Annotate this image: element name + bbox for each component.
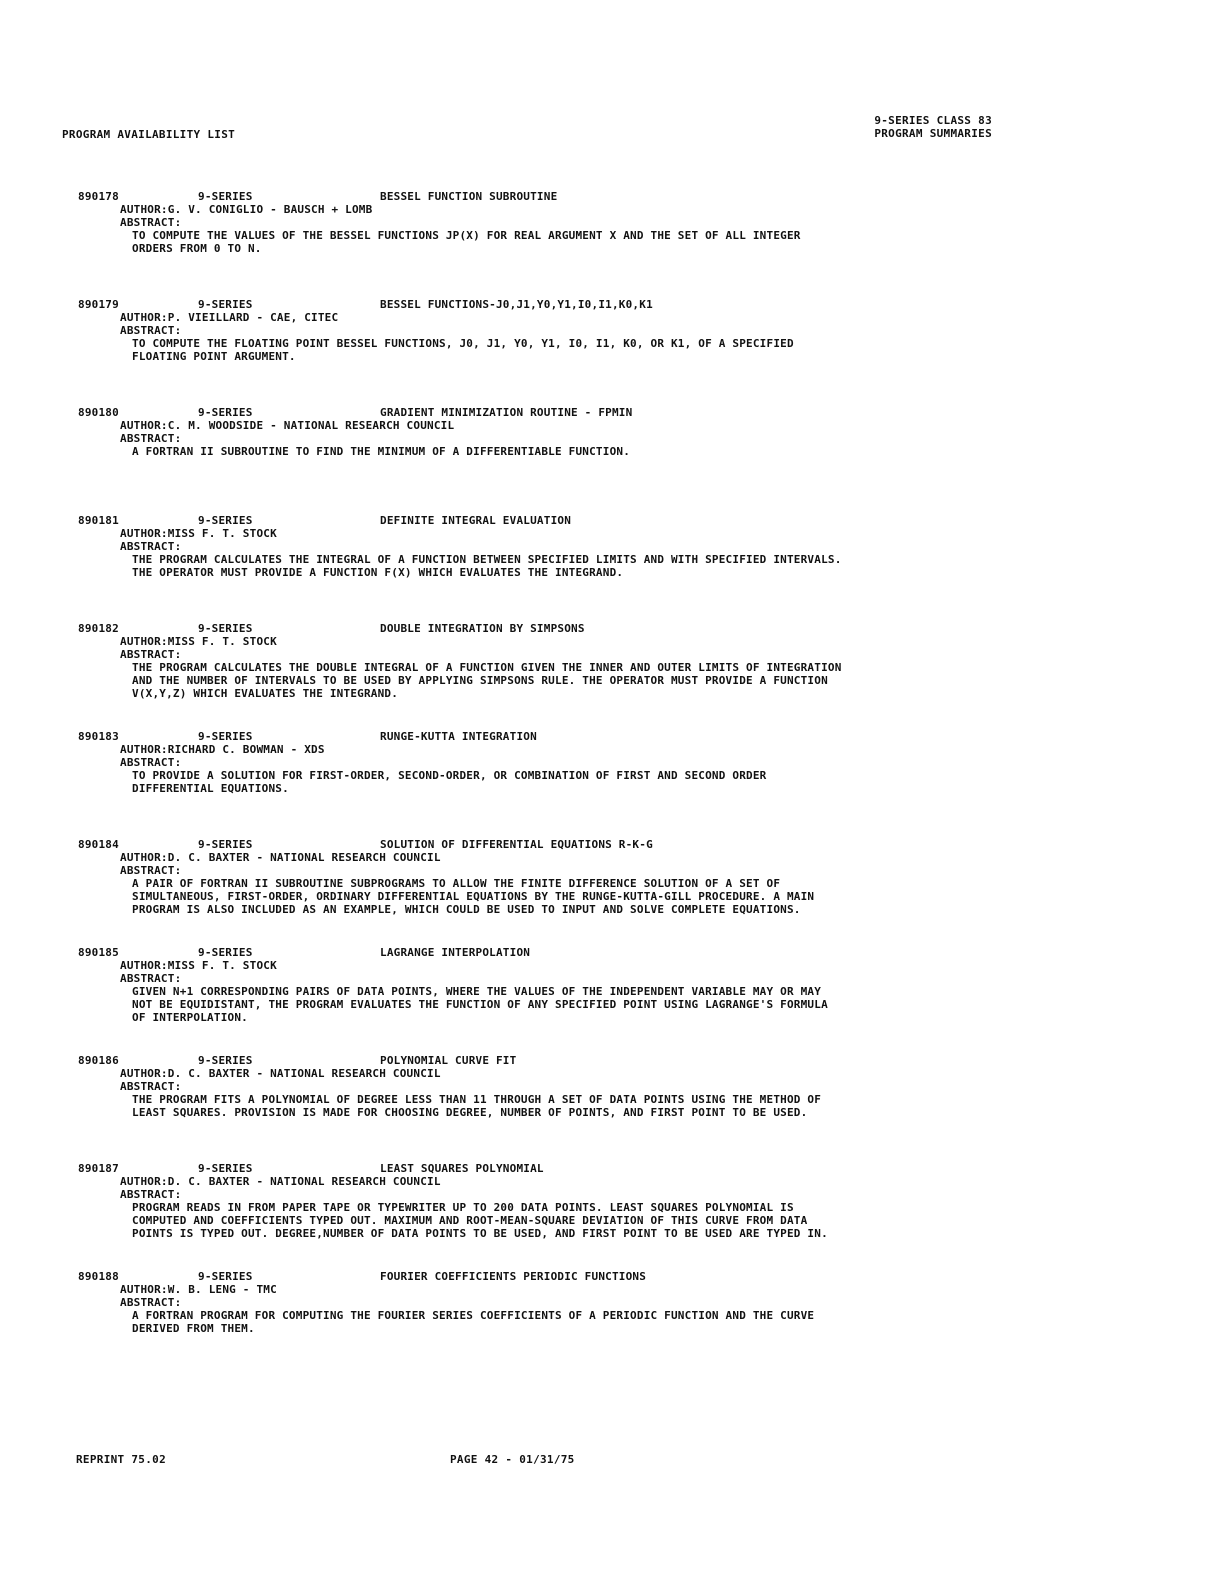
program-series: 9-SERIES [198, 406, 253, 419]
program-author: AUTHOR:MISS F. T. STOCK [120, 527, 277, 540]
program-abstract: TO COMPUTE THE FLOATING POINT BESSEL FUNCTIONS, J0, J1, Y0, Y1, I0, I1, K0, OR K1, OF A SPECIFIED FLOATING POINT ARGUMENT. [132, 337, 794, 363]
program-title: DOUBLE INTEGRATION BY SIMPSONS [380, 622, 585, 635]
program-title: DEFINITE INTEGRAL EVALUATION [380, 514, 572, 527]
program-author: AUTHOR:G. V. CONIGLIO - BAUSCH + LOMB [120, 203, 373, 216]
program-number: 890185 [78, 946, 119, 959]
program-series: 9-SERIES [198, 514, 253, 527]
program-author: AUTHOR:D. C. BAXTER - NATIONAL RESEARCH COUNCIL [120, 1067, 441, 1080]
program-number: 890178 [78, 190, 119, 203]
program-entry [78, 946, 998, 1054]
program-abstract: THE PROGRAM CALCULATES THE INTEGRAL OF A FUNCTION BETWEEN SPECIFIED LIMITS AND WITH SPECIFIED INTERVALS. THE OPERATOR MUST PROVIDE A FUNCTION F(X) WHICH EVALUATES THE INTEGRAND. [132, 553, 842, 579]
program-title: BESSEL FUNCTIONS-J0,J1,Y0,Y1,I0,I1,K0,K1 [380, 298, 653, 311]
program-title: FOURIER COEFFICIENTS PERIODIC FUNCTIONS [380, 1270, 647, 1283]
page-number: PAGE 42 - 01/31/75 [450, 1453, 575, 1466]
abstract-label: ABSTRACT: [120, 1296, 182, 1309]
program-title: POLYNOMIAL CURVE FIT [380, 1054, 517, 1067]
abstract-label: ABSTRACT: [120, 756, 182, 769]
program-author: AUTHOR:P. VIEILLARD - CAE, CITEC [120, 311, 339, 324]
program-abstract: THE PROGRAM FITS A POLYNOMIAL OF DEGREE LESS THAN 11 THROUGH A SET OF DATA POINTS USING THE METHOD OF LEAST SQUARES. PROVISION IS MADE FOR CHOOSING DEGREE, NUMBER OF POINTS, AND FIRST POINT TO BE USED. [132, 1093, 822, 1119]
program-entry [78, 190, 998, 298]
class-label: 9-SERIES CLASS 83 [874, 114, 992, 127]
program-title: SOLUTION OF DIFFERENTIAL EQUATIONS R-K-G [380, 838, 653, 851]
program-author: AUTHOR:RICHARD C. BOWMAN - XDS [120, 743, 325, 756]
program-series: 9-SERIES [198, 1054, 253, 1067]
program-author: AUTHOR:W. B. LENG - TMC [120, 1283, 277, 1296]
program-series: 9-SERIES [198, 190, 253, 203]
program-series: 9-SERIES [198, 730, 253, 743]
reprint-label: REPRINT 75.02 [76, 1453, 166, 1466]
program-series: 9-SERIES [198, 1162, 253, 1175]
program-author: AUTHOR:D. C. BAXTER - NATIONAL RESEARCH COUNCIL [120, 1175, 441, 1188]
abstract-label: ABSTRACT: [120, 972, 182, 985]
program-series: 9-SERIES [198, 946, 253, 959]
class-heading [874, 114, 992, 140]
program-number: 890184 [78, 838, 119, 851]
program-title: LEAST SQUARES POLYNOMIAL [380, 1162, 544, 1175]
program-abstract: PROGRAM READS IN FROM PAPER TAPE OR TYPEWRITER UP TO 200 DATA POINTS. LEAST SQUARES POLYNOMIAL IS COMPUTED AND COEFFICIENTS TYPED OUT. MAXIMUM AND ROOT-MEAN-SQUARE DEVIATION OF THIS CURVE FROM DATA POINTS IS TYPED OUT. DEGREE,NUMBER OF DATA POINTS TO BE USED, AND FIRST POINT TO BE USED ARE TYPED IN. [132, 1201, 828, 1240]
program-number: 890187 [78, 1162, 119, 1175]
abstract-label: ABSTRACT: [120, 540, 182, 553]
program-abstract: A FORTRAN PROGRAM FOR COMPUTING THE FOURIER SERIES COEFFICIENTS OF A PERIODIC FUNCTION AND THE CURVE DERIVED FROM THEM. [132, 1309, 815, 1335]
program-number: 890179 [78, 298, 119, 311]
abstract-label: ABSTRACT: [120, 216, 182, 229]
program-abstract: A PAIR OF FORTRAN II SUBROUTINE SUBPROGRAMS TO ALLOW THE FINITE DIFFERENCE SOLUTION OF A SET OF SIMULTANEOUS, FIRST-ORDER, ORDINARY DIFFERENTIAL EQUATIONS BY THE RUNGE-KUTTA-GILL PROCEDURE. A MAIN PROGRAM IS ALSO INCLUDED AS AN EXAMPLE, WHICH COULD BE USED TO INPUT AND SOLVE COMPLETE EQUATIONS. [132, 877, 815, 916]
program-number: 890188 [78, 1270, 119, 1283]
entry-header-row [78, 946, 998, 959]
entry-header-row [78, 298, 998, 311]
program-number: 890180 [78, 406, 119, 419]
entry-header-row [78, 622, 998, 635]
program-abstract: TO PROVIDE A SOLUTION FOR FIRST-ORDER, SECOND-ORDER, OR COMBINATION OF FIRST AND SECOND ORDER DIFFERENTIAL EQUATIONS. [132, 769, 767, 795]
program-entry [78, 838, 998, 946]
program-series: 9-SERIES [198, 838, 253, 851]
program-entry [78, 406, 998, 514]
program-number: 890186 [78, 1054, 119, 1067]
program-entries [78, 190, 998, 1378]
entry-header-row [78, 1162, 998, 1175]
entry-header-row [78, 1270, 998, 1283]
program-series: 9-SERIES [198, 298, 253, 311]
entry-header-row [78, 1054, 998, 1067]
program-abstract: THE PROGRAM CALCULATES THE DOUBLE INTEGRAL OF A FUNCTION GIVEN THE INNER AND OUTER LIMITS OF INTEGRATION AND THE NUMBER OF INTERVALS TO BE USED BY APPLYING SIMPSONS RULE. THE OPERATOR MUST PROVIDE A FUNCTION V(X,Y,Z) WHICH EVALUATES THE INTEGRAND. [132, 661, 842, 700]
entry-header-row [78, 190, 998, 203]
program-author: AUTHOR:MISS F. T. STOCK [120, 635, 277, 648]
summaries-label: PROGRAM SUMMARIES [874, 127, 992, 140]
program-number: 890181 [78, 514, 119, 527]
abstract-label: ABSTRACT: [120, 864, 182, 877]
list-title: PROGRAM AVAILABILITY LIST [62, 128, 236, 141]
program-series: 9-SERIES [198, 1270, 253, 1283]
program-entry [78, 1270, 998, 1378]
entry-header-row [78, 514, 998, 527]
entry-header-row [78, 838, 998, 851]
program-entry [78, 622, 998, 730]
program-title: GRADIENT MINIMIZATION ROUTINE - FPMIN [380, 406, 633, 419]
program-author: AUTHOR:MISS F. T. STOCK [120, 959, 277, 972]
program-number: 890183 [78, 730, 119, 743]
program-entry [78, 514, 998, 622]
program-abstract: GIVEN N+1 CORRESPONDING PAIRS OF DATA POINTS, WHERE THE VALUES OF THE INDEPENDENT VARIABLE MAY OR MAY NOT BE EQUIDISTANT, THE PROGRAM EVALUATES THE FUNCTION OF ANY SPECIFIED POINT USING LAGRANGE'S FORMULA OF INTERPOLATION. [132, 985, 828, 1024]
program-entry [78, 298, 998, 406]
abstract-label: ABSTRACT: [120, 324, 182, 337]
program-title: LAGRANGE INTERPOLATION [380, 946, 531, 959]
program-abstract: TO COMPUTE THE VALUES OF THE BESSEL FUNCTIONS JP(X) FOR REAL ARGUMENT X AND THE SET OF ALL INTEGER ORDERS FROM 0 TO N. [132, 229, 801, 255]
abstract-label: ABSTRACT: [120, 648, 182, 661]
abstract-label: ABSTRACT: [120, 432, 182, 445]
program-entry [78, 730, 998, 838]
program-entry [78, 1162, 998, 1270]
program-series: 9-SERIES [198, 622, 253, 635]
program-abstract: A FORTRAN II SUBROUTINE TO FIND THE MINIMUM OF A DIFFERENTIABLE FUNCTION. [132, 445, 631, 458]
program-number: 890182 [78, 622, 119, 635]
entry-header-row [78, 730, 998, 743]
program-title: BESSEL FUNCTION SUBROUTINE [380, 190, 558, 203]
program-entry [78, 1054, 998, 1162]
program-author: AUTHOR:C. M. WOODSIDE - NATIONAL RESEARCH COUNCIL [120, 419, 455, 432]
program-title: RUNGE-KUTTA INTEGRATION [380, 730, 537, 743]
program-author: AUTHOR:D. C. BAXTER - NATIONAL RESEARCH COUNCIL [120, 851, 441, 864]
entry-header-row [78, 406, 998, 419]
abstract-label: ABSTRACT: [120, 1080, 182, 1093]
abstract-label: ABSTRACT: [120, 1188, 182, 1201]
